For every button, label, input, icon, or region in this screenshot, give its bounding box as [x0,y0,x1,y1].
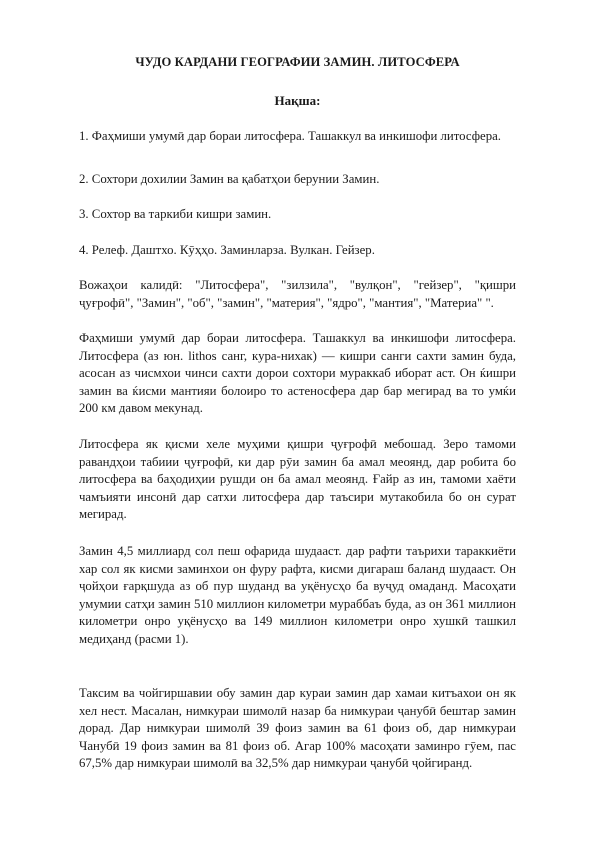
body-paragraph-4: Таксим ва чойгиршавии обу замин дар кураи замин дар хамаи китъахои он як хел нест. Масалан, нимкураи шимолӣ назар ба нимкураи ҷанубӣ бештар замин дорад. Дар нимкураи шимолӣ 39 фоиз замин ва 61 фоиз об, дар нимкураи Чанубӣ 19 фоиз замин ва 81 фоиз об. Агар 100% масоҳати заминро гӯем, пас 67,5% дар нимкураи шимолӣ ва 32,5% дар нимкураи ҷанубӣ ҷойгиранд. [79,686,516,771]
plan-item-4: 4. Релеф. Даштхо. Кӯҳҳо. Заминларза. Вулкан. Гейзер. [79,243,375,257]
body-paragraph-1: Фаҳмиши умумӣ дар бораи литосфера. Ташаккул ва инкишофи литосфера. Литосфера (аз юн. lithos санг, кура-нихак) — кишри санги сахти замин буда, асосан аз чисмхои чинси сахти дорои сохтори мураккаб иборат аст. Он ќишри замин ва ќисми мантияи болоиро то астеносфера дар бар мегирад ва то умќи 200 км давом мекунад. [79,331,516,416]
keywords-paragraph: Вожаҳои калидӣ: "Литосфера", "зилзила", "вулқон", "гейзер", "қишри ҷуғрофӣ", "Замин", "об", "замин", "материя", "ядро", "мантия", "Материа" ". [79,278,516,310]
body-paragraph-2: Литосфера як қисми хеле муҳими қишри ҷуғрофӣ мебошад. Зеро тамоми равандҳои табиии ҷуғрофӣ, ки дар рӯи замин ба амал меоянд, дар робита бо литосфера ва баҳодиҳии рушди он ба амал меоянд. Ғайр аз ин, тамоми хаёти чамъияти инсонӣ дар сатхи литосфера дар таъсири мутакобила бо он сурат мегирад. [79,437,516,522]
plan-heading: Нақша: [274,93,321,108]
plan-item-2: 2. Сохтори дохилии Замин ва қабатҳои берунии Замин. [79,172,380,186]
plan-item-3: 3. Сохтор ва таркиби кишри замин. [79,207,272,221]
body-paragraph-3: Замин 4,5 миллиард сол пеш офарида шудааст. дар рафти таърихи тараккиёти хар сол як кисми заминхои он фуру рафта, кисми дигараш баланд шудааст. Он ҷойҳои ғарқшуда аз об пур шуданд ва уқёнусҳо ба вуҷуд омаданд. Масоҳати умумии сатҳи замин 510 миллион километри мураббаъ буда, аз он 361 миллион километри онро уқёнусҳо ва 149 миллион километри онро хушкӣ ташкил медиҳанд (расми 1). [79,544,516,646]
plan-item-1: 1. Фаҳмиши умумӣ дар бораи литосфера. Ташаккул ва инкишофи литосфера. [79,129,501,143]
page-title: ЧУДО КАРДАНИ ГЕОГРАФИИ ЗАМИН. ЛИТОСФЕРА [135,55,460,69]
